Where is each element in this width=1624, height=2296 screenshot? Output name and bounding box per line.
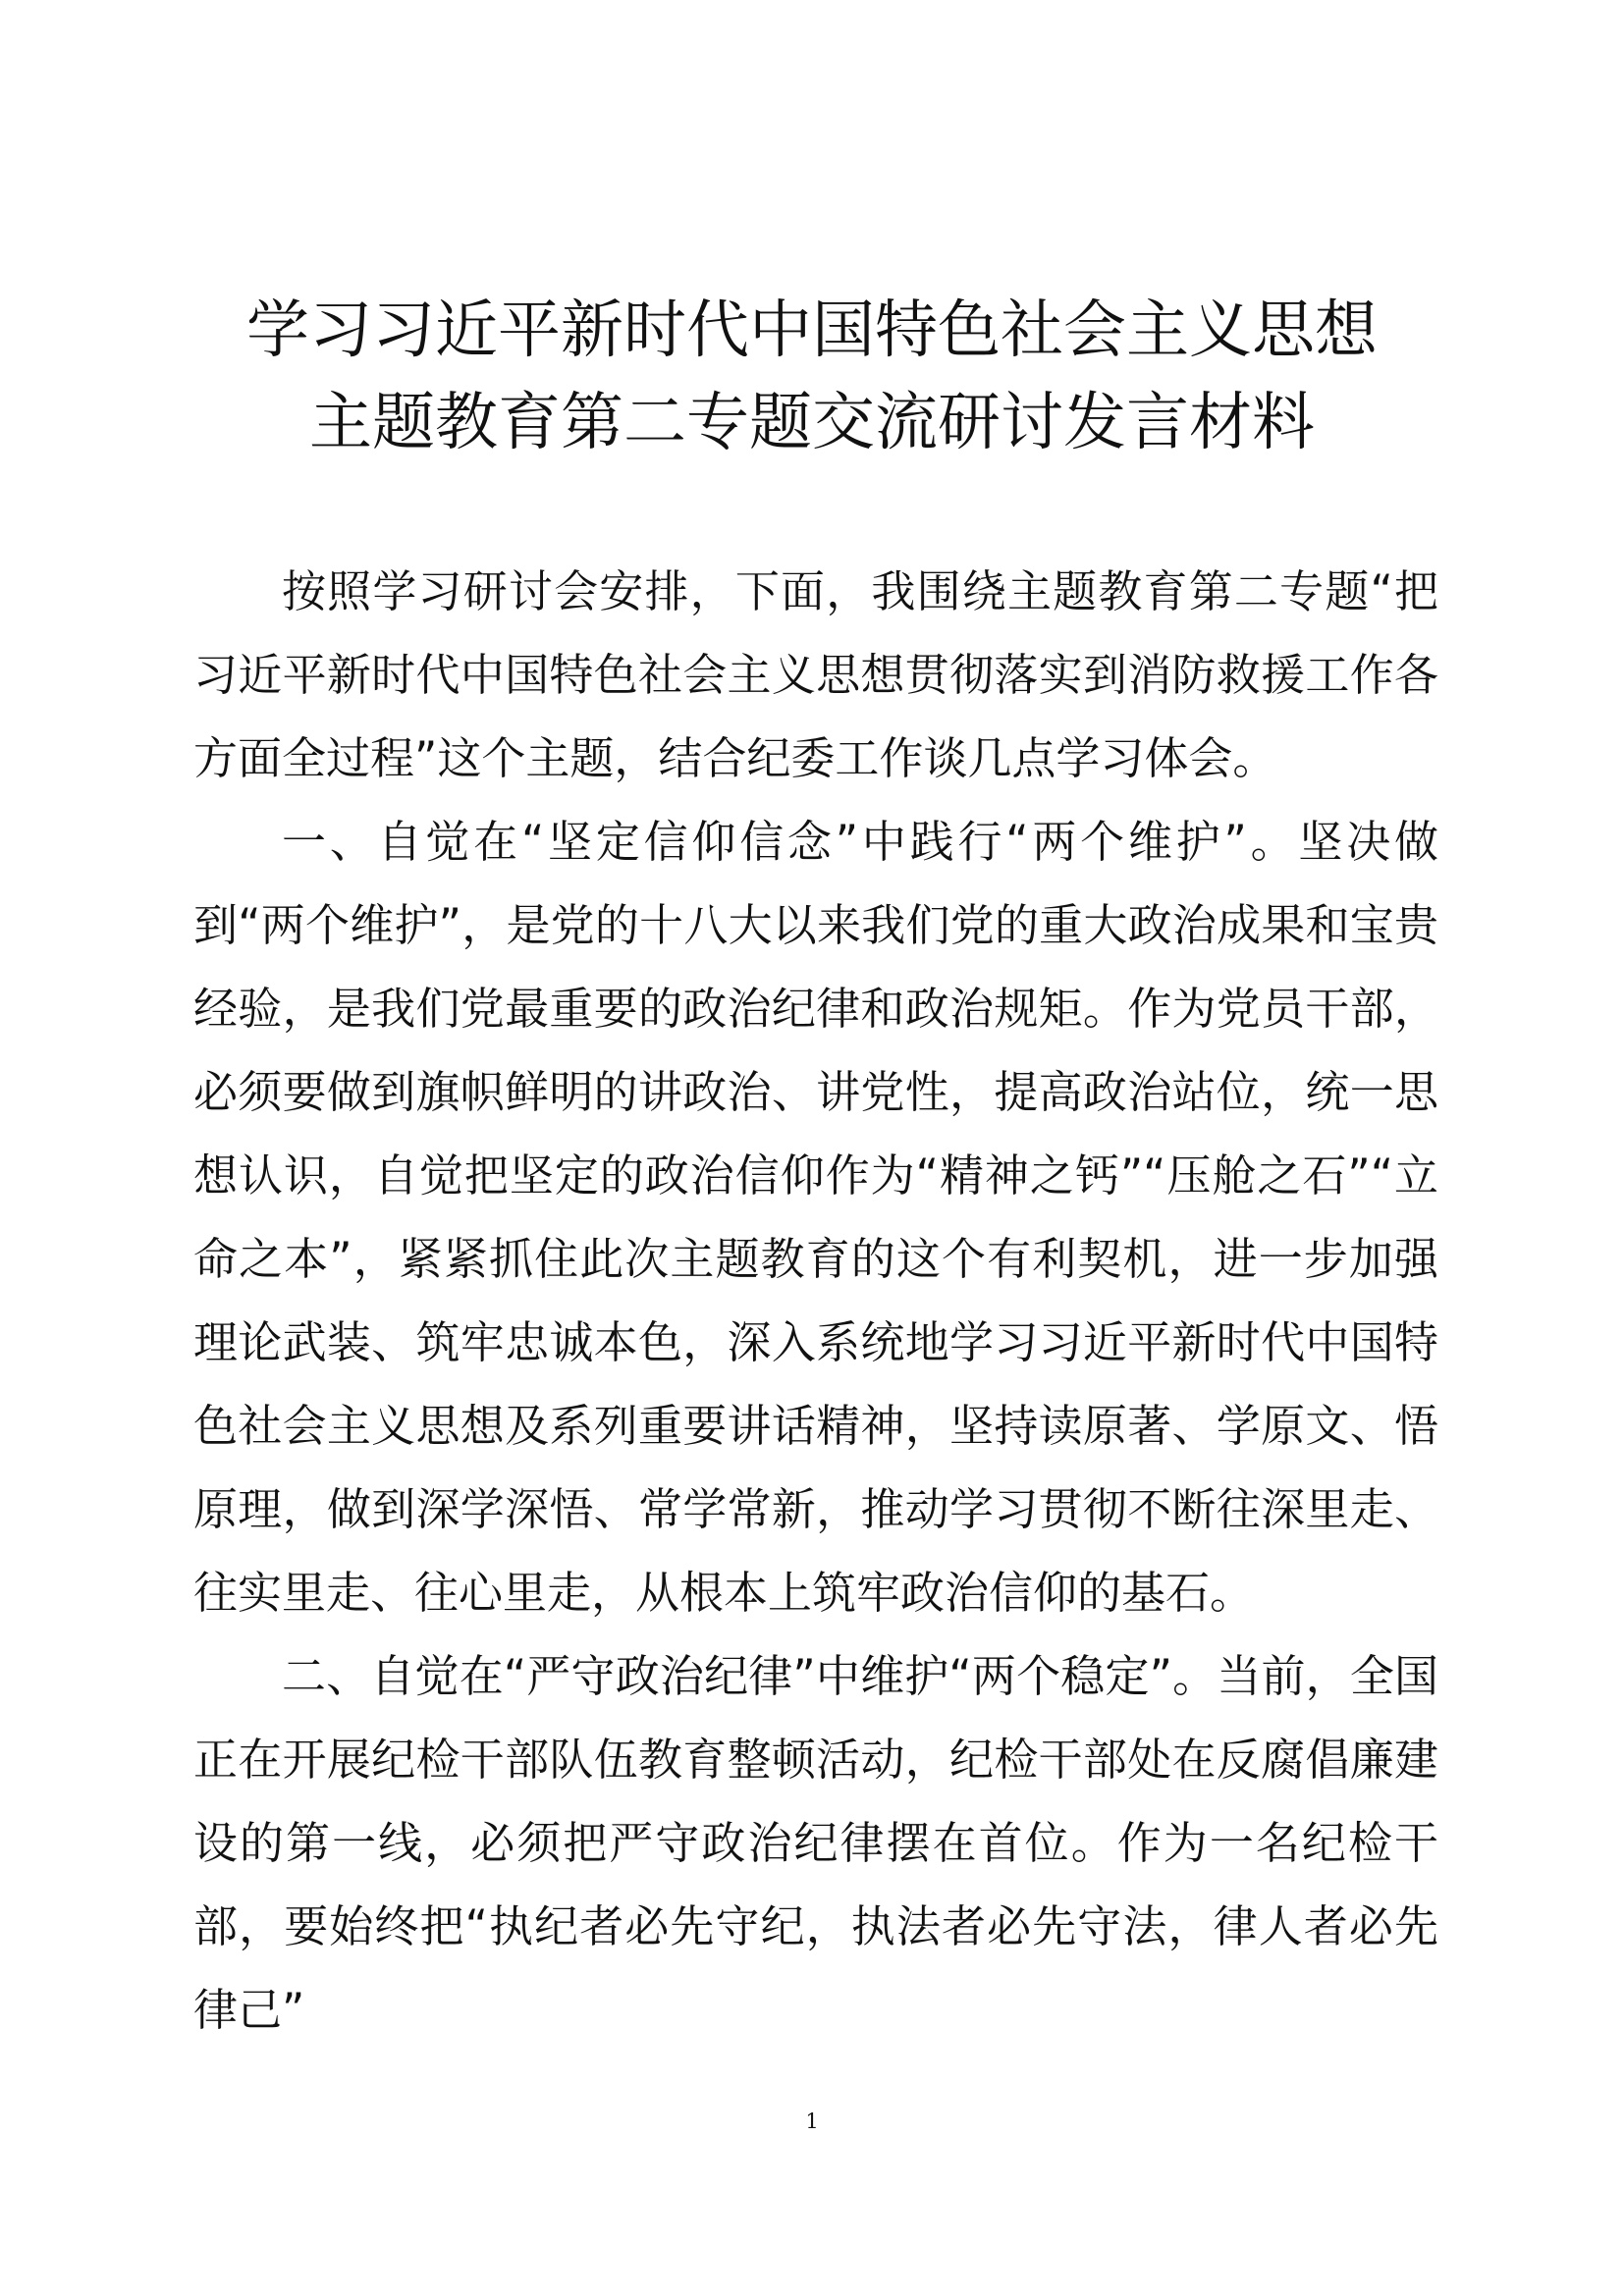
document-title	[147, 285, 1477, 469]
document-body	[193, 550, 1438, 2052]
paragraph-section-2: 二、自觉在“严守政治纪律”中维护“两个稳定”。当前，全国正在开展纪检干部队伍教育整顿活动，纪检干部处在反腐倡廉建设的第一线，必须把严守政治纪律摆在首位。作为一名纪检干部，要始终把“执纪者必先守纪，执法者必先守法，律人者必先律己”	[193, 1650, 1438, 2036]
paragraph-section-1: 一、自觉在“坚定信仰信念”中践行“两个维护”。坚决做到“两个维护”，是党的十八大以来我们党的重大政治成果和宝贵经验，是我们党最重要的政治纪律和政治规矩。作为党员干部，必须要做到旗帜鲜明的讲政治、讲党性，提高政治站位，统一思想认识，自觉把坚定的政治信仰作为“精神之钙”“压舱之石”“立命之本”，紧紧抓住此次主题教育的这个有利契机，进一步加强理论武装、筑牢忠诚本色，深入系统地学习习近平新时代中国特色社会主义思想及系列重要讲话精神，坚持读原著、学原文、悟原理，做到深学深悟、常学常新，推动学习贯彻不断往深里走、往实里走、往心里走，从根本上筑牢政治信仰的基石。	[193, 816, 1438, 1619]
paragraph-intro: 按照学习研讨会安排，下面，我围绕主题教育第二专题“把习近平新时代中国特色社会主义思想贯彻落实到消防救援工作各方面全过程”这个主题，结合纪委工作谈几点学习体会。	[193, 565, 1438, 784]
page-number: 1	[805, 2109, 819, 2133]
title-line-1: 学习习近平新时代中国特色社会主义思想	[246, 294, 1378, 367]
title-line-2: 主题教育第二专题交流研讨发言材料	[309, 387, 1315, 459]
